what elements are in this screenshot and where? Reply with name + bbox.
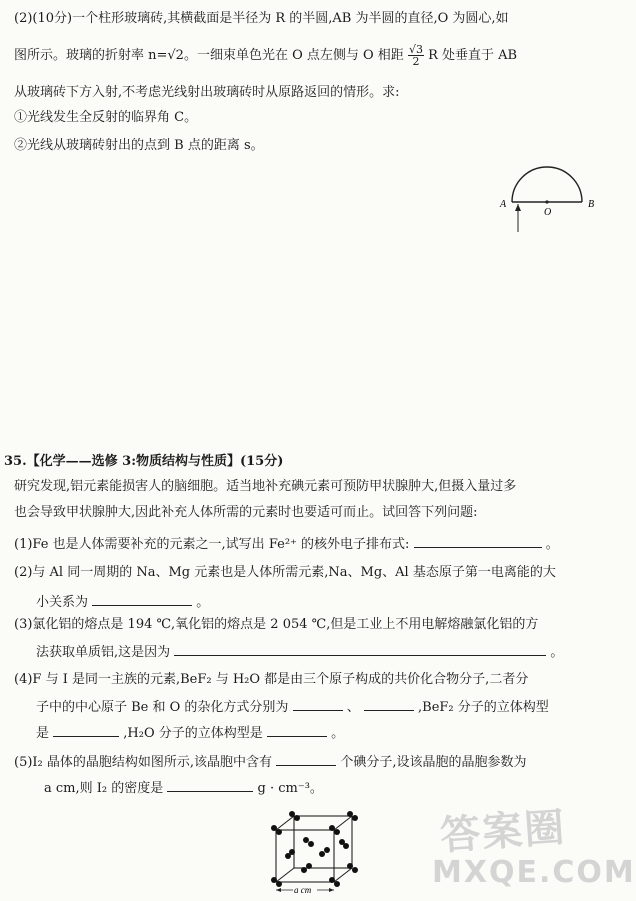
answer-blank-2 xyxy=(92,592,192,606)
label-o: O xyxy=(544,207,552,218)
q35-part-5a xyxy=(14,752,526,772)
q2-line-2 xyxy=(14,44,517,67)
q2-line-1: (2)(10分)一个柱形玻璃砖,其横截面是半径为 R 的半圆,AB 为半圆的直径,O 为圆心,如 xyxy=(14,11,509,26)
watermark-logo: 答案圈 xyxy=(438,804,568,860)
q35-part-2b-end: 。 xyxy=(196,595,210,610)
q35-part-4c xyxy=(36,723,344,743)
q2-line-5: ②光线从玻璃砖射出的点到 B 点的距离 s。 xyxy=(14,138,264,153)
q35-intro-2: 也会导致甲状腺肿大,因此补充人体所需的元素时也要适可而止。试回答下列问题: xyxy=(14,505,478,520)
q35-part-3b xyxy=(36,642,563,662)
q35-part-3a: (3)氯化铝的熔点是 194 ℃,氧化铝的熔点是 2 054 ℃,但是工业上不用电解熔融氯化铝的方 xyxy=(14,617,539,632)
q35-part-4c-text: 是 xyxy=(36,726,50,741)
q35-part-5b-text: a cm,则 I₂ 的密度是 xyxy=(44,781,164,796)
q35-part-4c-mid: ,H₂O 分子的立体构型是 xyxy=(123,726,263,741)
fraction-denominator: 2 xyxy=(412,55,420,68)
semicircle-arc xyxy=(512,167,582,202)
q2-line-2-tail: R 处垂直于 AB xyxy=(428,48,518,63)
answer-blank-4d xyxy=(267,723,327,737)
q35-part-5a-text: (5)I₂ 晶体的晶胞结构如图所示,该晶胞中含有 xyxy=(14,755,273,770)
label-b: B xyxy=(588,199,595,210)
answer-blank-4b xyxy=(364,697,414,711)
fraction-numerator: √3 xyxy=(408,43,423,56)
answer-blank-4a xyxy=(293,697,343,711)
q35-part-5b xyxy=(44,778,323,798)
q35-part-4a: (4)F 与 I 是同一主族的元素,BeF₂ 与 H₂O 都是由三个原子构成的共价化合物分子,二者分 xyxy=(14,672,529,687)
q2-line-4: ①光线发生全反射的临界角 C。 xyxy=(14,110,198,125)
center-point-o xyxy=(545,200,548,203)
fraction-sqrt3-over-2 xyxy=(408,44,424,67)
q35-part-5b-unit: g · cm⁻³。 xyxy=(257,781,323,796)
q2-line-3: 从玻璃砖下方入射,不考虑光线射出玻璃砖时从原路返回的情形。求: xyxy=(14,85,400,100)
arrow-head-icon xyxy=(515,204,521,211)
q35-part-1 xyxy=(14,534,559,554)
label-a: A xyxy=(500,199,507,210)
answer-blank-5b xyxy=(167,778,253,792)
answer-blank-5a xyxy=(276,752,336,766)
q2-line-2-text: 图所示。玻璃的折射率 n=√2。一细束单色光在 O 点左侧与 O 相距 xyxy=(14,48,404,63)
q35-part-2b xyxy=(36,592,209,612)
q35-part-4b-tail: ,BeF₂ 分子的立体构型 xyxy=(418,700,549,715)
unit-cell-box xyxy=(276,816,352,882)
semicircle-figure xyxy=(490,150,605,240)
q35-part-4b-text: 子中的中心原子 Be 和 O 的杂化方式分别为 xyxy=(36,700,289,715)
iodine-unit-cell-figure xyxy=(266,810,366,898)
q35-part-4b xyxy=(36,697,549,717)
q35-part-3b-text: 法获取单质铝,这是因为 xyxy=(36,645,171,660)
q35-part-4c-end: 。 xyxy=(331,726,345,741)
q35-part-2b-text: 小关系为 xyxy=(36,595,89,610)
q35-part-1-end: 。 xyxy=(545,537,559,552)
q35-part-1-text: (1)Fe 也是人体需要补充的元素之一,试写出 Fe²⁺ 的核外电子排布式: xyxy=(14,537,410,552)
q35-part-4b-sep: 、 xyxy=(346,700,360,715)
answer-blank-3 xyxy=(174,642,546,656)
watermark-url: MXQE.COM xyxy=(432,855,636,890)
q35-part-2a: (2)与 Al 同一周期的 Na、Mg 元素也是人体所需元素,Na、Mg、Al 基态原子第一电离能的大 xyxy=(14,565,556,580)
q35-title: 35.【化学——选修 3:物质结构与性质】(15分) xyxy=(4,454,284,469)
q35-part-5a-tail: 个碘分子,设该晶胞的晶胞参数为 xyxy=(340,755,527,770)
answer-blank-1 xyxy=(414,534,542,548)
answer-blank-4c xyxy=(53,723,119,737)
cell-parameter-label: a cm xyxy=(294,885,312,895)
q35-intro-1: 研究发现,铝元素能损害人的脑细胞。适当地补充碘元素可预防甲状腺肿大,但摄入量过多 xyxy=(14,479,517,494)
q35-part-3b-end: 。 xyxy=(550,645,564,660)
